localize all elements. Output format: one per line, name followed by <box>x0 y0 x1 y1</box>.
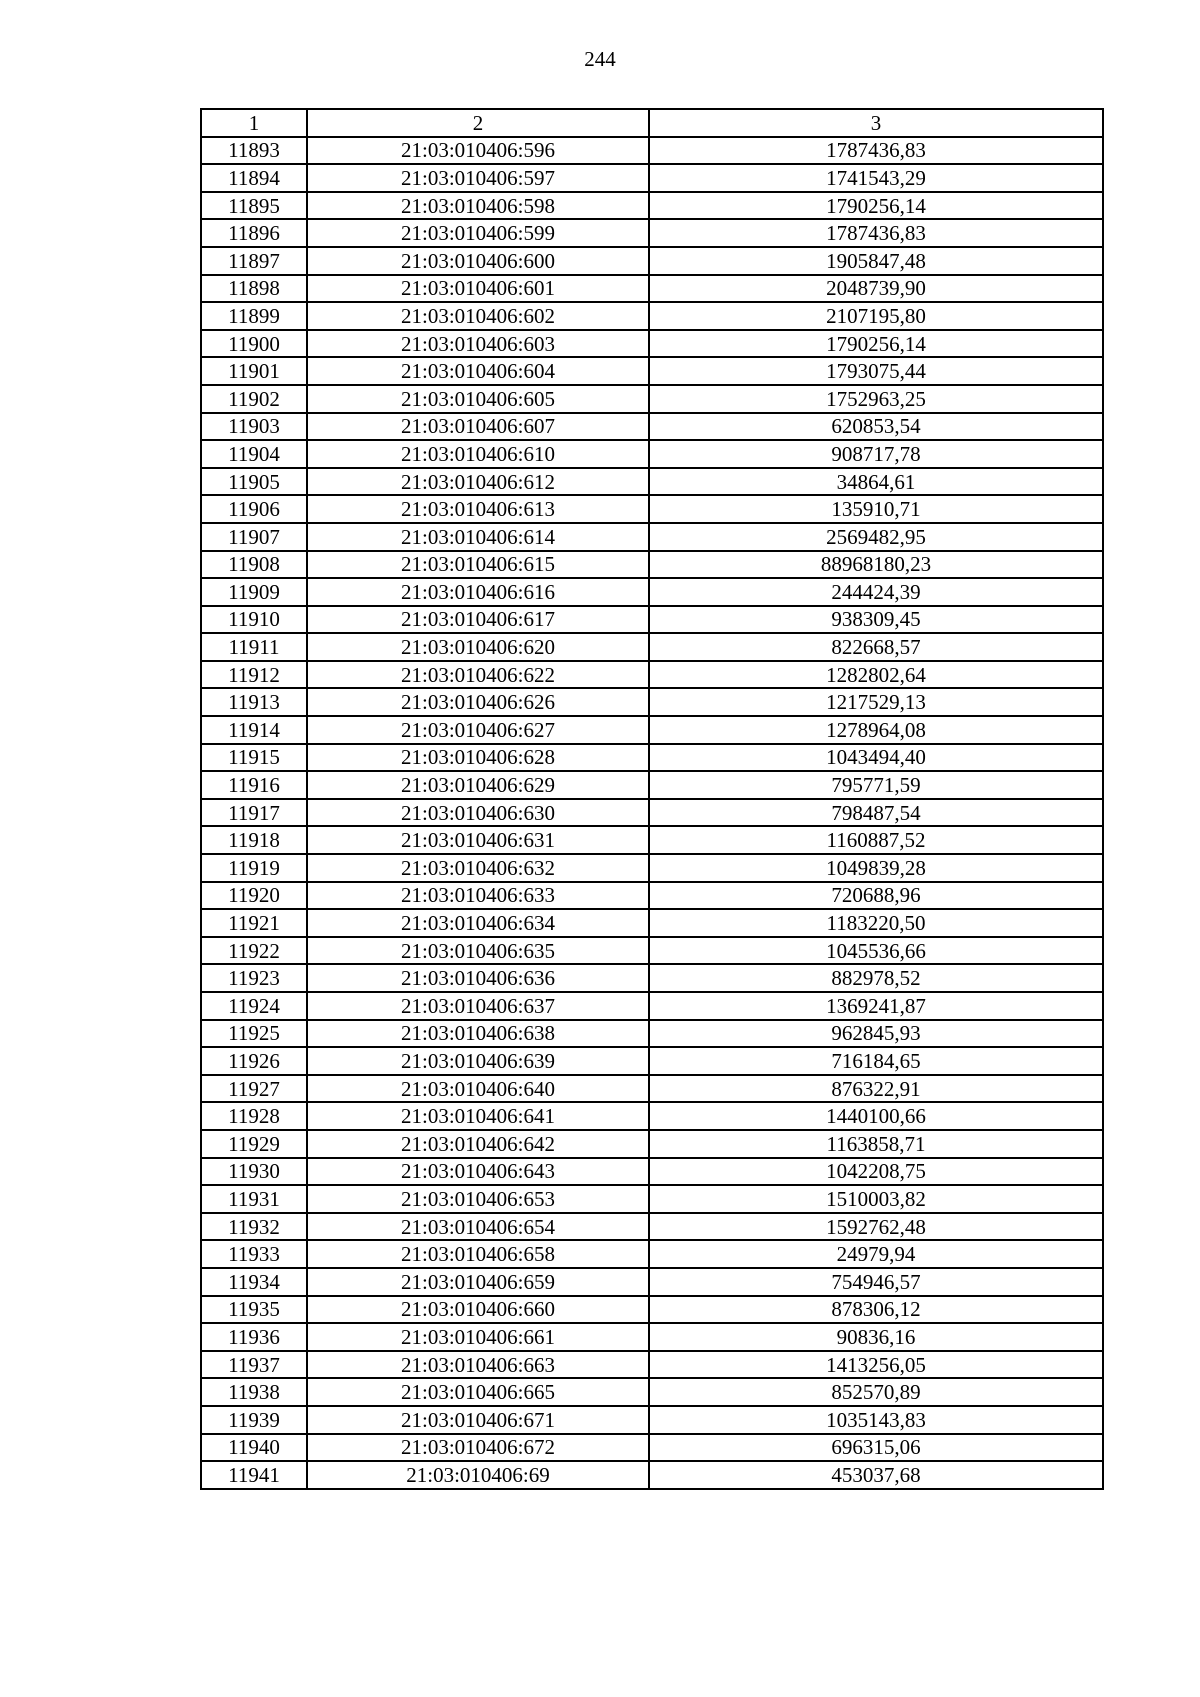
cadastral-number-cell: 21:03:010406:654 <box>307 1213 649 1241</box>
cadastral-number-cell: 21:03:010406:632 <box>307 854 649 882</box>
cadastral-value-cell: 716184,65 <box>649 1047 1103 1075</box>
row-number-cell: 11901 <box>201 357 307 385</box>
table-row <box>201 468 1103 496</box>
row-number-cell: 11940 <box>201 1434 307 1462</box>
table-row <box>201 1158 1103 1186</box>
table-row <box>201 744 1103 772</box>
cadastral-number-cell: 21:03:010406:615 <box>307 551 649 579</box>
cadastral-value-cell: 2107195,80 <box>649 302 1103 330</box>
cadastral-value-cell: 2569482,95 <box>649 523 1103 551</box>
cadastral-value-cell: 962845,93 <box>649 1020 1103 1048</box>
table-row <box>201 192 1103 220</box>
cadastral-value-cell: 1163858,71 <box>649 1130 1103 1158</box>
row-number-cell: 11902 <box>201 385 307 413</box>
cadastral-number-cell: 21:03:010406:603 <box>307 330 649 358</box>
cadastral-value-cell: 876322,91 <box>649 1075 1103 1103</box>
row-number-cell: 11897 <box>201 247 307 275</box>
cadastral-number-cell: 21:03:010406:620 <box>307 633 649 661</box>
cadastral-number-cell: 21:03:010406:637 <box>307 992 649 1020</box>
table-row <box>201 937 1103 965</box>
cadastral-value-cell: 878306,12 <box>649 1296 1103 1324</box>
cadastral-value-cell: 1183220,50 <box>649 909 1103 937</box>
column-header-2: 2 <box>307 109 649 137</box>
table-row <box>201 606 1103 634</box>
row-number-cell: 11913 <box>201 688 307 716</box>
cadastral-value-cell: 908717,78 <box>649 440 1103 468</box>
cadastral-number-cell: 21:03:010406:598 <box>307 192 649 220</box>
cadastral-value-cell: 1217529,13 <box>649 688 1103 716</box>
row-number-cell: 11918 <box>201 826 307 854</box>
page-number: 244 <box>584 47 616 71</box>
cadastral-number-cell: 21:03:010406:663 <box>307 1351 649 1379</box>
cadastral-number-cell: 21:03:010406:642 <box>307 1130 649 1158</box>
cadastral-value-cell: 1592762,48 <box>649 1213 1103 1241</box>
row-number-cell: 11895 <box>201 192 307 220</box>
cadastral-number-cell: 21:03:010406:671 <box>307 1406 649 1434</box>
cadastral-value-cell: 1035143,83 <box>649 1406 1103 1434</box>
table-row <box>201 826 1103 854</box>
row-number-cell: 11931 <box>201 1185 307 1213</box>
table-row <box>201 1240 1103 1268</box>
table-row <box>201 1406 1103 1434</box>
cadastral-number-cell: 21:03:010406:643 <box>307 1158 649 1186</box>
row-number-cell: 11921 <box>201 909 307 937</box>
cadastral-number-cell: 21:03:010406:622 <box>307 661 649 689</box>
table-row <box>201 219 1103 247</box>
table-row <box>201 688 1103 716</box>
row-number-cell: 11907 <box>201 523 307 551</box>
cadastral-value-cell: 1741543,29 <box>649 164 1103 192</box>
cadastral-number-cell: 21:03:010406:596 <box>307 137 649 165</box>
cadastral-number-cell: 21:03:010406:628 <box>307 744 649 772</box>
cadastral-number-cell: 21:03:010406:631 <box>307 826 649 854</box>
row-number-cell: 11905 <box>201 468 307 496</box>
cadastral-number-cell: 21:03:010406:641 <box>307 1102 649 1130</box>
cadastral-value-cell: 1049839,28 <box>649 854 1103 882</box>
table-row <box>201 716 1103 744</box>
table-row <box>201 578 1103 606</box>
cadastral-value-cell: 696315,06 <box>649 1434 1103 1462</box>
cadastral-number-cell: 21:03:010406:597 <box>307 164 649 192</box>
table-row <box>201 799 1103 827</box>
column-header-1: 1 <box>201 109 307 137</box>
row-number-cell: 11924 <box>201 992 307 1020</box>
cadastral-number-cell: 21:03:010406:635 <box>307 937 649 965</box>
table-row <box>201 661 1103 689</box>
table-row <box>201 1075 1103 1103</box>
table-row <box>201 1047 1103 1075</box>
row-number-cell: 11919 <box>201 854 307 882</box>
cadastral-number-cell: 21:03:010406:605 <box>307 385 649 413</box>
row-number-cell: 11941 <box>201 1461 307 1489</box>
cadastral-number-cell: 21:03:010406:636 <box>307 964 649 992</box>
row-number-cell: 11896 <box>201 219 307 247</box>
cadastral-value-cell: 24979,94 <box>649 1240 1103 1268</box>
table-row <box>201 1020 1103 1048</box>
table-row <box>201 330 1103 358</box>
cadastral-number-cell: 21:03:010406:610 <box>307 440 649 468</box>
table-row <box>201 1461 1103 1489</box>
cadastral-value-cell: 1510003,82 <box>649 1185 1103 1213</box>
cadastral-value-cell: 754946,57 <box>649 1268 1103 1296</box>
cadastral-number-cell: 21:03:010406:626 <box>307 688 649 716</box>
row-number-cell: 11909 <box>201 578 307 606</box>
cadastral-number-cell: 21:03:010406:604 <box>307 357 649 385</box>
row-number-cell: 11899 <box>201 302 307 330</box>
table-row <box>201 1351 1103 1379</box>
table-row <box>201 247 1103 275</box>
row-number-cell: 11932 <box>201 1213 307 1241</box>
cadastral-value-cell: 90836,16 <box>649 1323 1103 1351</box>
table-row <box>201 909 1103 937</box>
table-row <box>201 1378 1103 1406</box>
row-number-cell: 11893 <box>201 137 307 165</box>
row-number-cell: 11917 <box>201 799 307 827</box>
table-row <box>201 1434 1103 1462</box>
row-number-cell: 11910 <box>201 606 307 634</box>
cadastral-number-cell: 21:03:010406:602 <box>307 302 649 330</box>
cadastral-value-cell: 822668,57 <box>649 633 1103 661</box>
row-number-cell: 11912 <box>201 661 307 689</box>
cadastral-value-cell: 1905847,48 <box>649 247 1103 275</box>
cadastral-value-cell: 1787436,83 <box>649 219 1103 247</box>
table-row <box>201 992 1103 1020</box>
cadastral-value-cell: 2048739,90 <box>649 275 1103 303</box>
cadastral-number-cell: 21:03:010406:612 <box>307 468 649 496</box>
cadastral-number-cell: 21:03:010406:653 <box>307 1185 649 1213</box>
cadastral-value-cell: 1045536,66 <box>649 937 1103 965</box>
cadastral-number-cell: 21:03:010406:660 <box>307 1296 649 1324</box>
row-number-cell: 11928 <box>201 1102 307 1130</box>
table-row <box>201 854 1103 882</box>
row-number-cell: 11938 <box>201 1378 307 1406</box>
cadastral-value-cell: 720688,96 <box>649 882 1103 910</box>
row-number-cell: 11911 <box>201 633 307 661</box>
cadastral-value-cell: 1042208,75 <box>649 1158 1103 1186</box>
cadastral-value-cell: 1790256,14 <box>649 192 1103 220</box>
row-number-cell: 11914 <box>201 716 307 744</box>
row-number-cell: 11920 <box>201 882 307 910</box>
cadastral-number-cell: 21:03:010406:617 <box>307 606 649 634</box>
table-row <box>201 385 1103 413</box>
cadastral-value-cell: 882978,52 <box>649 964 1103 992</box>
cadastral-value-cell: 135910,71 <box>649 495 1103 523</box>
table-header <box>201 109 1103 137</box>
table-row <box>201 164 1103 192</box>
cadastral-number-cell: 21:03:010406:639 <box>307 1047 649 1075</box>
cadastral-value-cell: 1369241,87 <box>649 992 1103 1020</box>
cadastral-number-cell: 21:03:010406:630 <box>307 799 649 827</box>
row-number-cell: 11915 <box>201 744 307 772</box>
cadastral-number-cell: 21:03:010406:634 <box>307 909 649 937</box>
cadastral-number-cell: 21:03:010406:661 <box>307 1323 649 1351</box>
cadastral-number-cell: 21:03:010406:607 <box>307 413 649 441</box>
row-number-cell: 11898 <box>201 275 307 303</box>
row-number-cell: 11925 <box>201 1020 307 1048</box>
table-row <box>201 771 1103 799</box>
cadastral-value-cell: 1278964,08 <box>649 716 1103 744</box>
table-row <box>201 1323 1103 1351</box>
cadastral-number-cell: 21:03:010406:672 <box>307 1434 649 1462</box>
cadastral-value-table <box>200 108 1104 1490</box>
cadastral-value-cell: 1752963,25 <box>649 385 1103 413</box>
row-number-cell: 11904 <box>201 440 307 468</box>
table-row <box>201 1185 1103 1213</box>
cadastral-value-cell: 453037,68 <box>649 1461 1103 1489</box>
cadastral-number-cell: 21:03:010406:638 <box>307 1020 649 1048</box>
table-row <box>201 1296 1103 1324</box>
row-number-cell: 11900 <box>201 330 307 358</box>
table-row <box>201 551 1103 579</box>
row-number-cell: 11926 <box>201 1047 307 1075</box>
header-row <box>201 109 1103 137</box>
row-number-cell: 11906 <box>201 495 307 523</box>
row-number-cell: 11934 <box>201 1268 307 1296</box>
cadastral-number-cell: 21:03:010406:658 <box>307 1240 649 1268</box>
cadastral-number-cell: 21:03:010406:613 <box>307 495 649 523</box>
cadastral-value-cell: 1790256,14 <box>649 330 1103 358</box>
table-row <box>201 302 1103 330</box>
row-number-cell: 11922 <box>201 937 307 965</box>
cadastral-value-cell: 34864,61 <box>649 468 1103 496</box>
cadastral-number-cell: 21:03:010406:601 <box>307 275 649 303</box>
cadastral-number-cell: 21:03:010406:69 <box>307 1461 649 1489</box>
cadastral-value-cell: 795771,59 <box>649 771 1103 799</box>
row-number-cell: 11903 <box>201 413 307 441</box>
row-number-cell: 11929 <box>201 1130 307 1158</box>
row-number-cell: 11908 <box>201 551 307 579</box>
cadastral-value-cell: 88968180,23 <box>649 551 1103 579</box>
cadastral-number-cell: 21:03:010406:665 <box>307 1378 649 1406</box>
row-number-cell: 11936 <box>201 1323 307 1351</box>
row-number-cell: 11935 <box>201 1296 307 1324</box>
cadastral-number-cell: 21:03:010406:600 <box>307 247 649 275</box>
cadastral-value-cell: 1282802,64 <box>649 661 1103 689</box>
table-row <box>201 275 1103 303</box>
cadastral-value-cell: 938309,45 <box>649 606 1103 634</box>
cadastral-value-cell: 1413256,05 <box>649 1351 1103 1379</box>
table-row <box>201 413 1103 441</box>
cadastral-value-cell: 244424,39 <box>649 578 1103 606</box>
cadastral-number-cell: 21:03:010406:659 <box>307 1268 649 1296</box>
cadastral-number-cell: 21:03:010406:629 <box>307 771 649 799</box>
cadastral-number-cell: 21:03:010406:627 <box>307 716 649 744</box>
row-number-cell: 11894 <box>201 164 307 192</box>
row-number-cell: 11937 <box>201 1351 307 1379</box>
table-row <box>201 357 1103 385</box>
cadastral-value-cell: 798487,54 <box>649 799 1103 827</box>
row-number-cell: 11933 <box>201 1240 307 1268</box>
table-row <box>201 1268 1103 1296</box>
cadastral-number-cell: 21:03:010406:614 <box>307 523 649 551</box>
table-row <box>201 964 1103 992</box>
row-number-cell: 11939 <box>201 1406 307 1434</box>
row-number-cell: 11927 <box>201 1075 307 1103</box>
cadastral-value-cell: 1160887,52 <box>649 826 1103 854</box>
cadastral-number-cell: 21:03:010406:599 <box>307 219 649 247</box>
table-row <box>201 495 1103 523</box>
row-number-cell: 11923 <box>201 964 307 992</box>
table-row <box>201 523 1103 551</box>
table-body <box>201 137 1103 1489</box>
cadastral-value-cell: 1440100,66 <box>649 1102 1103 1130</box>
cadastral-value-cell: 852570,89 <box>649 1378 1103 1406</box>
cadastral-value-cell: 1793075,44 <box>649 357 1103 385</box>
table-row <box>201 1102 1103 1130</box>
cadastral-value-cell: 1787436,83 <box>649 137 1103 165</box>
row-number-cell: 11916 <box>201 771 307 799</box>
cadastral-number-cell: 21:03:010406:633 <box>307 882 649 910</box>
table-row <box>201 1213 1103 1241</box>
table-row <box>201 137 1103 165</box>
cadastral-value-cell: 1043494,40 <box>649 744 1103 772</box>
cadastral-value-cell: 620853,54 <box>649 413 1103 441</box>
table-row <box>201 440 1103 468</box>
column-header-3: 3 <box>649 109 1103 137</box>
table-row <box>201 633 1103 661</box>
table-row <box>201 882 1103 910</box>
row-number-cell: 11930 <box>201 1158 307 1186</box>
cadastral-number-cell: 21:03:010406:616 <box>307 578 649 606</box>
table-row <box>201 1130 1103 1158</box>
cadastral-number-cell: 21:03:010406:640 <box>307 1075 649 1103</box>
